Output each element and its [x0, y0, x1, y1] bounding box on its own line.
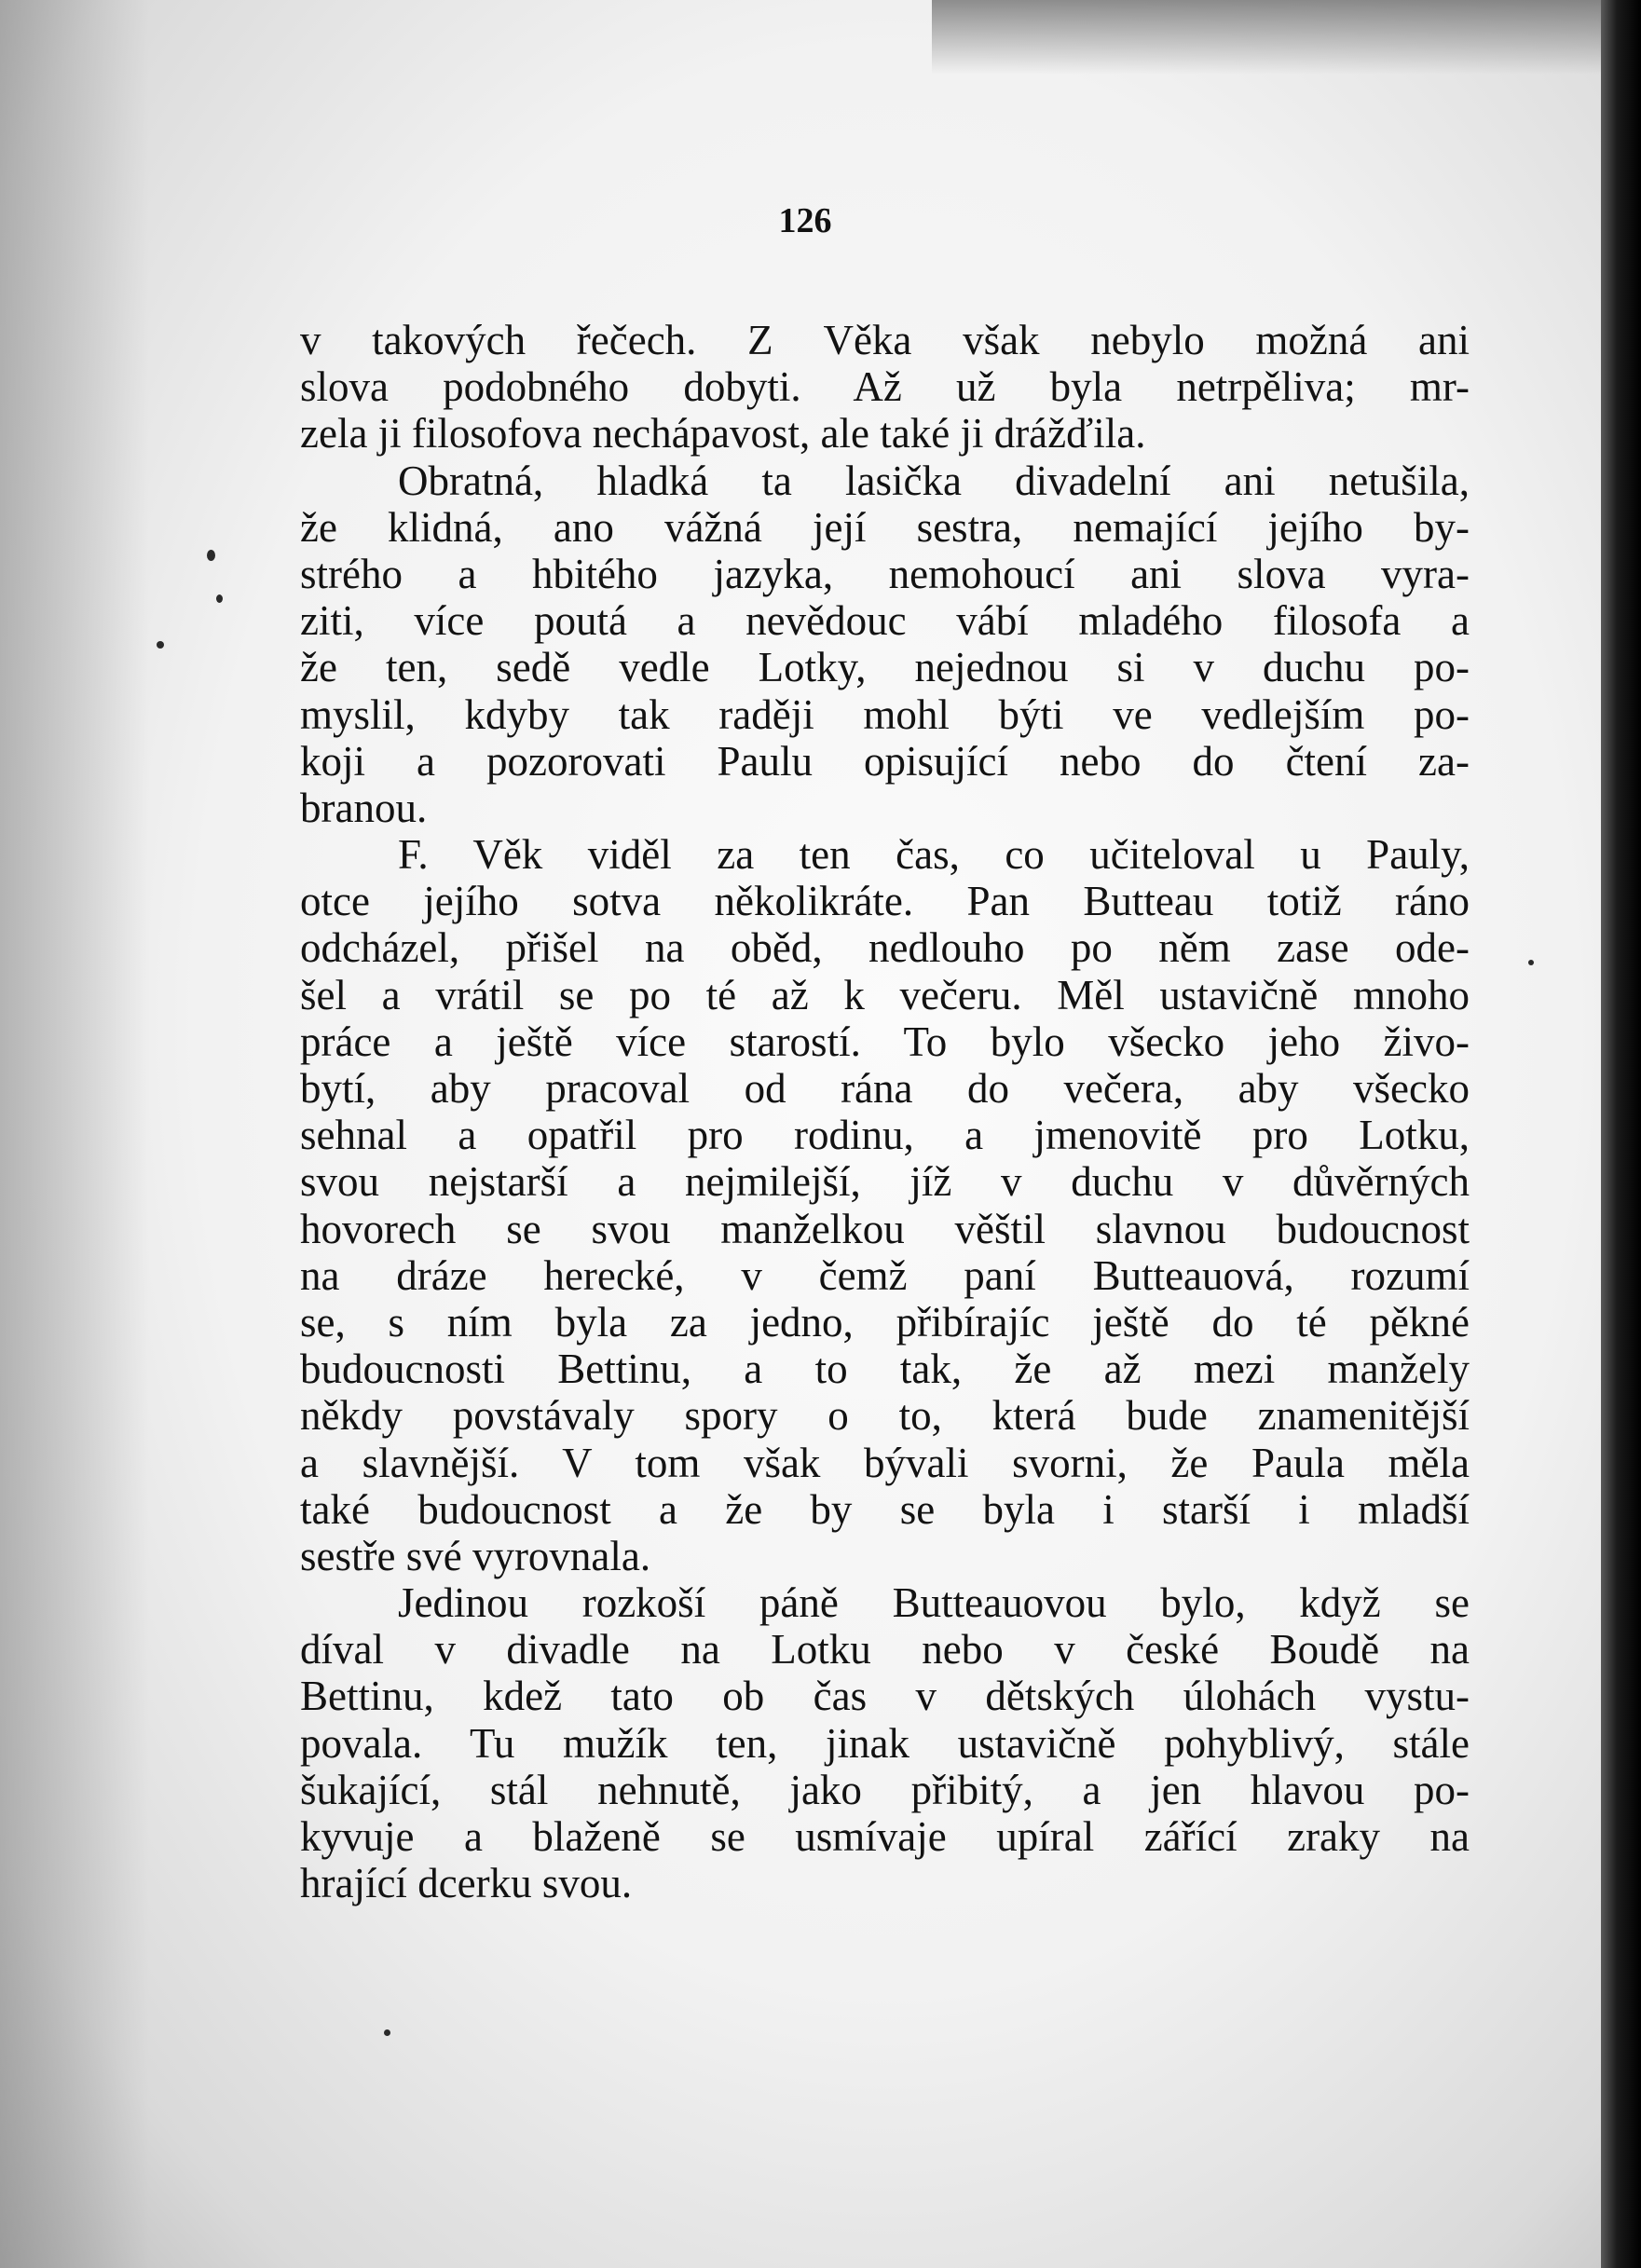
- text-line: F. Věk viděl za ten čas, co učiteloval u Pauly,: [398, 831, 1470, 879]
- text-line: branou.: [300, 784, 428, 831]
- text-line: v takových řečech. Z Věka však nebylo možná ani: [300, 317, 1470, 363]
- text-line: otce jejího sotva několikráte. Pan Butteau totiž ráno: [300, 878, 1470, 925]
- scan-speck: [207, 550, 215, 561]
- scan-speck: [157, 641, 164, 649]
- text-line: Jedinou rozkoší páně Butteauovou bylo, když se: [398, 1579, 1470, 1627]
- scan-speck: [216, 594, 223, 603]
- top-edge-shading: [932, 0, 1603, 75]
- text-line: sestře své vyrovnala.: [300, 1532, 651, 1579]
- text-line: šel a vrátil se po té až k večeru. Měl ustavičně mnoho: [300, 971, 1470, 1018]
- text-line: ziti, více poutá a nevědouc vábí mladého filosofa a: [300, 597, 1470, 645]
- paragraph-1: [300, 317, 1470, 458]
- text-line: povala. Tu mužík ten, jinak ustavičně pohyblivý, stále: [300, 1719, 1470, 1767]
- text-line: sehnal a opatřil pro rodinu, a jmenovitě pro Lotku,: [300, 1112, 1470, 1159]
- text-line: Bettinu, kdež tato ob čas v dětských úlohách vystu-: [300, 1673, 1470, 1720]
- text-line: a slavnější. V tom však bývali svorni, že Paula měla: [300, 1439, 1470, 1486]
- text-line: hovorech se svou manželkou věštil slavnou budoucnost: [300, 1205, 1470, 1252]
- text-line: bytí, aby pracoval od rána do večera, aby všecko: [300, 1065, 1470, 1112]
- scan-speck: [384, 2029, 390, 2036]
- text-line: na dráze herecké, v čemž paní Butteauová, rozumí: [300, 1251, 1470, 1299]
- left-margin-shading: [0, 0, 149, 2268]
- text-line: myslil, kdyby tak raději mohl býti ve vedlejším po-: [300, 690, 1470, 738]
- text-line: práce a ještě více starostí. To bylo všecko jeho živo-: [300, 1018, 1470, 1065]
- paragraph-2: [300, 458, 1470, 832]
- text-line: zela ji filosofova nechápavost, ale také ji drážďila.: [300, 410, 1146, 458]
- text-line: strého a hbitého jazyka, nemohoucí ani slova vyra-: [300, 550, 1470, 597]
- text-line: hrající dcerku svou.: [300, 1860, 633, 1907]
- text-line: že ten, sedě vedle Lotky, nejednou si v duchu po-: [300, 644, 1470, 691]
- text-line: koji a pozorovati Paulu opisující nebo do čtení za-: [300, 737, 1470, 785]
- text-line: někdy povstávaly spory o to, která bude znamenitější: [300, 1392, 1470, 1440]
- text-line: Obratná, hladká ta lasička divadelní ani netušila,: [398, 457, 1470, 504]
- text-line: také budoucnost a že by se byla i starší i mladší: [300, 1485, 1470, 1533]
- page-number: 126: [778, 201, 832, 240]
- body-text: [300, 317, 1470, 1906]
- text-line: budoucnosti Bettinu, a to tak, že až mezi manžely: [300, 1346, 1470, 1393]
- scan-speck: [1528, 960, 1534, 965]
- page-edge-shadow: [1601, 0, 1641, 2268]
- text-line: slova podobného dobyti. Až už byla netrpěliva; mr-: [300, 363, 1470, 411]
- text-line: díval v divadle na Lotku nebo v české Boudě na: [300, 1626, 1470, 1674]
- text-line: se, s ním byla za jedno, přibírajíc ještě do té pěkné: [300, 1298, 1470, 1346]
- paragraph-4: [300, 1579, 1470, 1906]
- text-line: že klidná, ano vážná její sestra, nemající jejího by-: [300, 503, 1470, 551]
- text-line: šukající, stál nehnutě, jako přibitý, a jen hlavou po-: [300, 1766, 1470, 1813]
- paragraph-3: [300, 831, 1470, 1579]
- text-line: kyvuje a blaženě se usmívaje upíral zářící zraky na: [300, 1813, 1470, 1860]
- text-line: svou nejstarší a nejmilejší, jíž v duchu v důvěrných: [300, 1158, 1470, 1206]
- text-line: odcházel, přišel na oběd, nedlouho po něm zase ode-: [300, 924, 1470, 972]
